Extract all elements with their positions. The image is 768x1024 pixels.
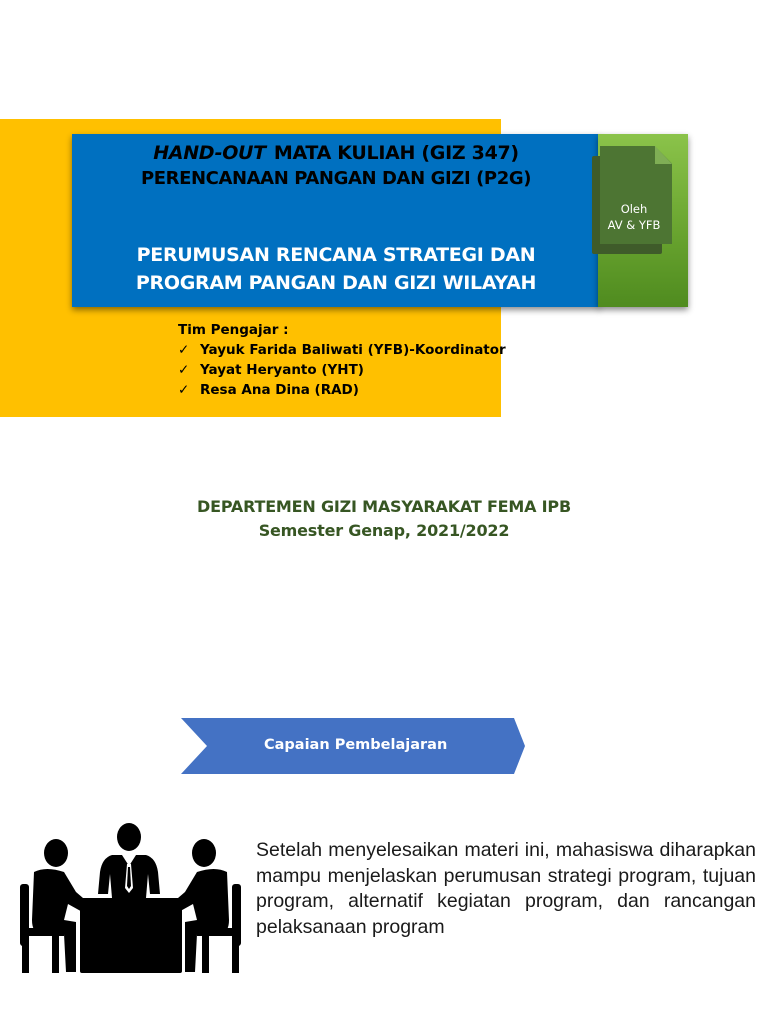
section-label: Capaian Pembelajaran	[264, 737, 448, 753]
team-title: Tim Pengajar :	[178, 322, 289, 338]
learning-outcome-text: Setelah menyelesaikan materi ini, mahasiswa diharapkan mampu menjelaskan perumusan strategi program, tujuan program, alternatif kegiatan program, dan rancangan pelaksanaan program	[256, 839, 756, 938]
topic-title-line1: PERUMUSAN RENCANA STRATEGI DAN	[136, 244, 536, 266]
course-code: MATA KULIAH (GIZ 347)	[273, 142, 519, 164]
meeting-people-icon	[18, 822, 243, 975]
topic-title-line2: PROGRAM PANGAN DAN GIZI WILAYAH	[135, 272, 537, 294]
team-member	[178, 360, 506, 380]
author-credit	[600, 201, 668, 233]
author-initials: AV & YFB	[607, 218, 661, 232]
team-member-name: Yayat Heryanto (YHT)	[200, 362, 364, 378]
handout-label: HAND-OUT	[153, 142, 266, 164]
team-member	[178, 340, 506, 360]
semester-label: Semester Genap, 2021/2022	[258, 521, 510, 540]
teaching-team	[178, 320, 506, 400]
team-member	[178, 380, 506, 400]
checkmark-icon: ✓	[178, 342, 190, 358]
course-name: PERENCANAAN PANGAN DAN GIZI (P2G)	[140, 168, 532, 189]
checkmark-icon: ✓	[178, 382, 190, 398]
author-by-label: Oleh	[620, 202, 648, 216]
checkmark-icon: ✓	[178, 362, 190, 378]
course-title-line	[72, 142, 600, 164]
team-member-name: Yayuk Farida Baliwati (YFB)-Koordinator	[200, 342, 506, 358]
team-member-name: Resa Ana Dina (RAD)	[200, 382, 359, 398]
topic-title	[72, 241, 600, 297]
department-name: DEPARTEMEN GIZI MASYARAKAT FEMA IPB	[197, 497, 571, 516]
